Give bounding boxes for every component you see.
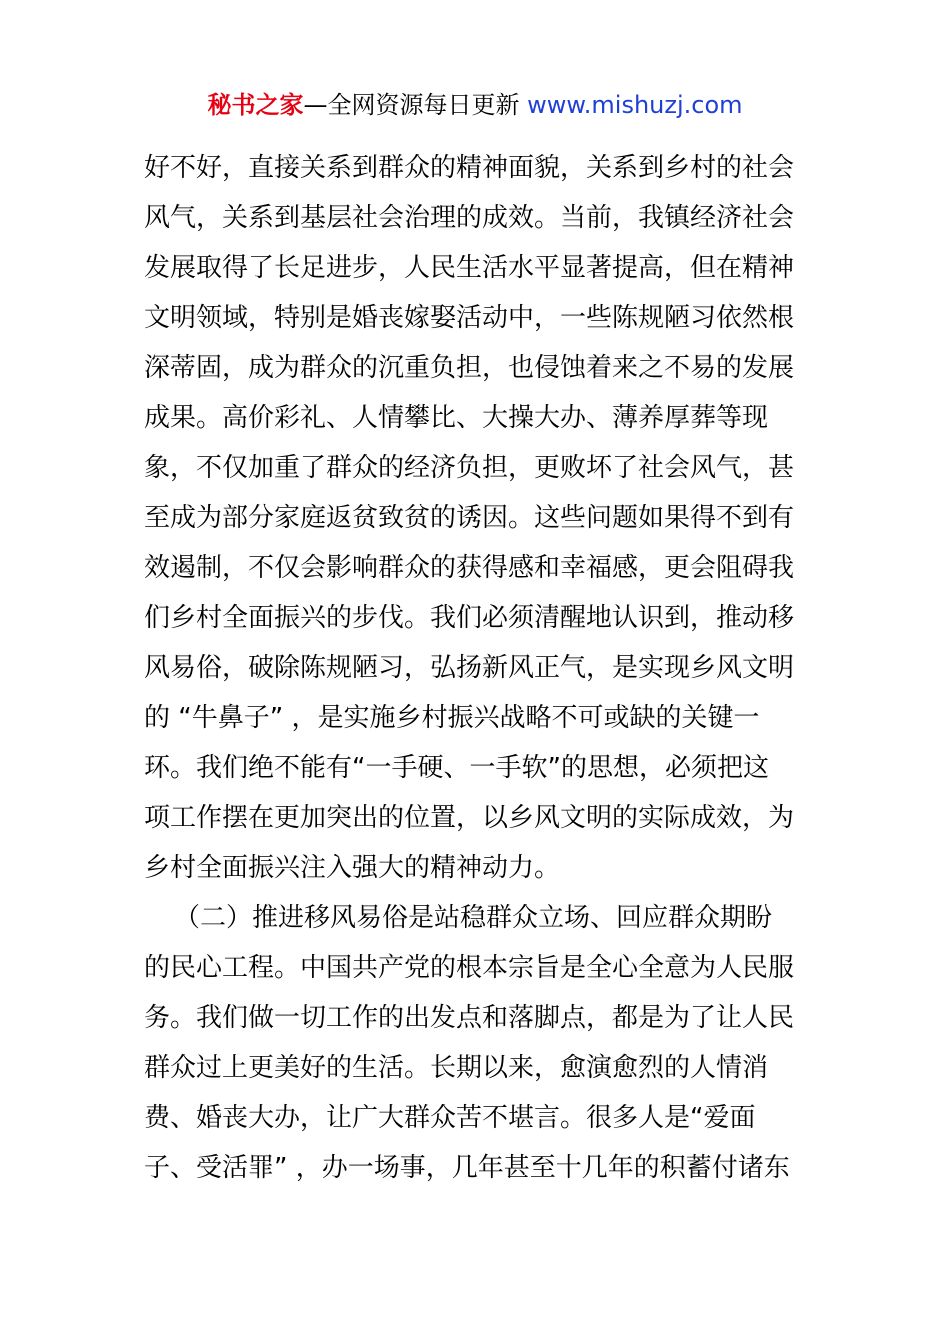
text-line: 好不好，直接关系到群众的精神面貌，关系到乡村的社会: [144, 153, 795, 183]
text-line: 发展取得了长足进步，人民生活水平显著提高，但在精神: [144, 253, 795, 283]
text-line: 项工作摆在更加突出的位置，以乡风文明的实际成效，为: [144, 803, 795, 833]
site-url-link[interactable]: www.mishuzj.com: [527, 91, 743, 119]
text-line: 的 “牛鼻子” ，是实施乡村振兴战略不可或缺的关键一: [144, 703, 760, 733]
text-line: 风气，关系到基层社会治理的成效。当前，我镇经济社会: [144, 203, 795, 233]
page-header: [0, 88, 950, 122]
header-tagline: —全网资源每日更新: [303, 91, 520, 119]
text-line: 深蒂固，成为群众的沉重负担，也侵蚀着来之不易的发展: [144, 353, 795, 383]
text-line: 至成为部分家庭返贫致贫的诱因。这些问题如果得不到有: [144, 503, 795, 533]
text-line: 的民心工程。中国共产党的根本宗旨是全心全意为人民服: [144, 953, 795, 983]
text-line: 子、受活罪” ，办一场事，几年甚至十几年的积蓄付诸东: [144, 1153, 790, 1183]
section-heading-line: （二）推进移风易俗是站稳群众立场、回应群众期盼: [174, 903, 773, 933]
text-line: 们乡村全面振兴的步伐。我们必须清醒地认识到，推动移: [144, 603, 795, 633]
text-line: 费、婚丧大办，让广大群众苦不堪言。很多人是“爱面: [144, 1103, 756, 1133]
text-line: 象，不仅加重了群众的经济负担，更败坏了社会风气，甚: [144, 453, 795, 483]
text-line: 风易俗，破除陈规陋习，弘扬新风正气，是实现乡风文明: [144, 653, 795, 683]
text-line: 环。我们绝不能有“一手硬、一手软”的思想，必须把这: [144, 753, 769, 783]
brand-name: 秘书之家: [207, 91, 304, 119]
text-line: 务。我们做一切工作的出发点和落脚点，都是为了让人民: [144, 1003, 795, 1033]
text-line: 文明领域，特别是婚丧嫁娶活动中，一些陈规陋习依然根: [144, 303, 795, 333]
text-line: 成果。高价彩礼、人情攀比、大操大办、薄养厚葬等现: [144, 403, 769, 433]
text-line: 群众过上更美好的生活。长期以来，愈演愈烈的人情消: [144, 1053, 769, 1083]
text-line: 乡村全面振兴注入强大的精神动力。: [144, 853, 561, 883]
document-body: [144, 143, 808, 1193]
text-line: 效遏制，不仅会影响群众的获得感和幸福感，更会阻碍我: [144, 553, 795, 583]
